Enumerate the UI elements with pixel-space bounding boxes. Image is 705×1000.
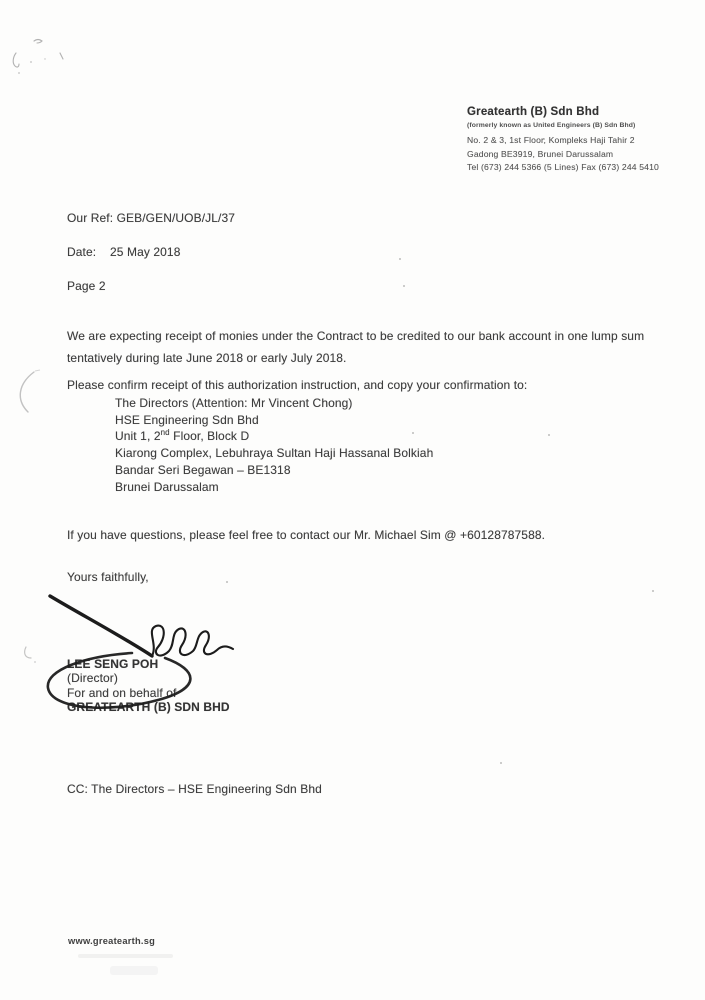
scan-speck — [543, 138, 545, 140]
signature-company: GREATEARTH (B) SDN BHD — [67, 700, 230, 714]
letterhead — [467, 106, 659, 175]
para1-line1: We are expecting receipt of monies under the Contract to be credited to our bank account in one lump sum — [67, 329, 645, 343]
letterhead-company: Greatearth (B) Sdn Bhd — [467, 106, 600, 118]
scan-smudge — [78, 954, 173, 958]
recipient-line-4: Kiarong Complex, Lebuhraya Sultan Haji Hassanal Bolkiah — [115, 446, 434, 460]
scan-speck — [403, 285, 405, 287]
questions-line: If you have questions, please feel free to contact our Mr. Michael Sim @ +60128787588. — [67, 528, 546, 542]
para1-line2: tentatively during late June 2018 or early July 2018. — [67, 351, 347, 365]
letterhead-phone-line: Tel (673) 244 5366 (5 Lines) Fax (673) 244 5410 — [467, 162, 659, 172]
signature-scribble — [40, 586, 250, 726]
ref-line: Our Ref: GEB/GEN/UOB/JL/37 — [67, 211, 235, 225]
scan-speck — [412, 432, 414, 434]
scan-speck — [399, 258, 401, 260]
scan-smudge — [110, 966, 158, 975]
closing-line: Yours faithfully, — [67, 570, 149, 584]
scan-artifact-topleft — [0, 35, 80, 85]
letterhead-address-line2: Gadong BE3919, Brunei Darussalam — [467, 148, 614, 159]
footer-url: www.greatearth.sg — [68, 936, 156, 946]
recipient-line-6: Brunei Darussalam — [115, 480, 219, 494]
page-number-line: Page 2 — [67, 279, 106, 293]
letterhead-address-line1: No. 2 & 3, 1st Floor, Kompleks Haji Tahir 2 — [467, 135, 635, 145]
confirm-intro: Please confirm receipt of this authorization instruction, and copy your confirmation to: — [67, 378, 528, 392]
scan-speck — [652, 590, 654, 592]
recipient-line-3: Unit 1, 2nd Floor, Block D — [115, 428, 250, 443]
signatory-title: (Director) — [67, 671, 118, 685]
date-value: 25 May 2018 — [110, 245, 181, 259]
signature-behalf-line: For and on behalf of — [67, 686, 177, 700]
letterhead-formerly: (formerly known as United Engineers (B) Sdn Bhd) — [467, 122, 636, 129]
recipient-line-2: HSE Engineering Sdn Bhd — [115, 413, 259, 427]
scan-artifact-bracket — [8, 368, 44, 416]
signatory-name: LEE SENG POH — [67, 657, 159, 671]
recipient-line-1: The Directors (Attention: Mr Vincent Chong) — [115, 396, 353, 410]
scan-speck — [500, 762, 502, 764]
date-label: Date: — [67, 245, 97, 259]
cc-line: CC: The Directors – HSE Engineering Sdn Bhd — [67, 782, 322, 796]
scan-speck — [226, 581, 228, 583]
recipient-line-5: Bandar Seri Begawan – BE1318 — [115, 463, 291, 477]
date-line — [67, 245, 180, 259]
scan-speck — [548, 434, 550, 436]
